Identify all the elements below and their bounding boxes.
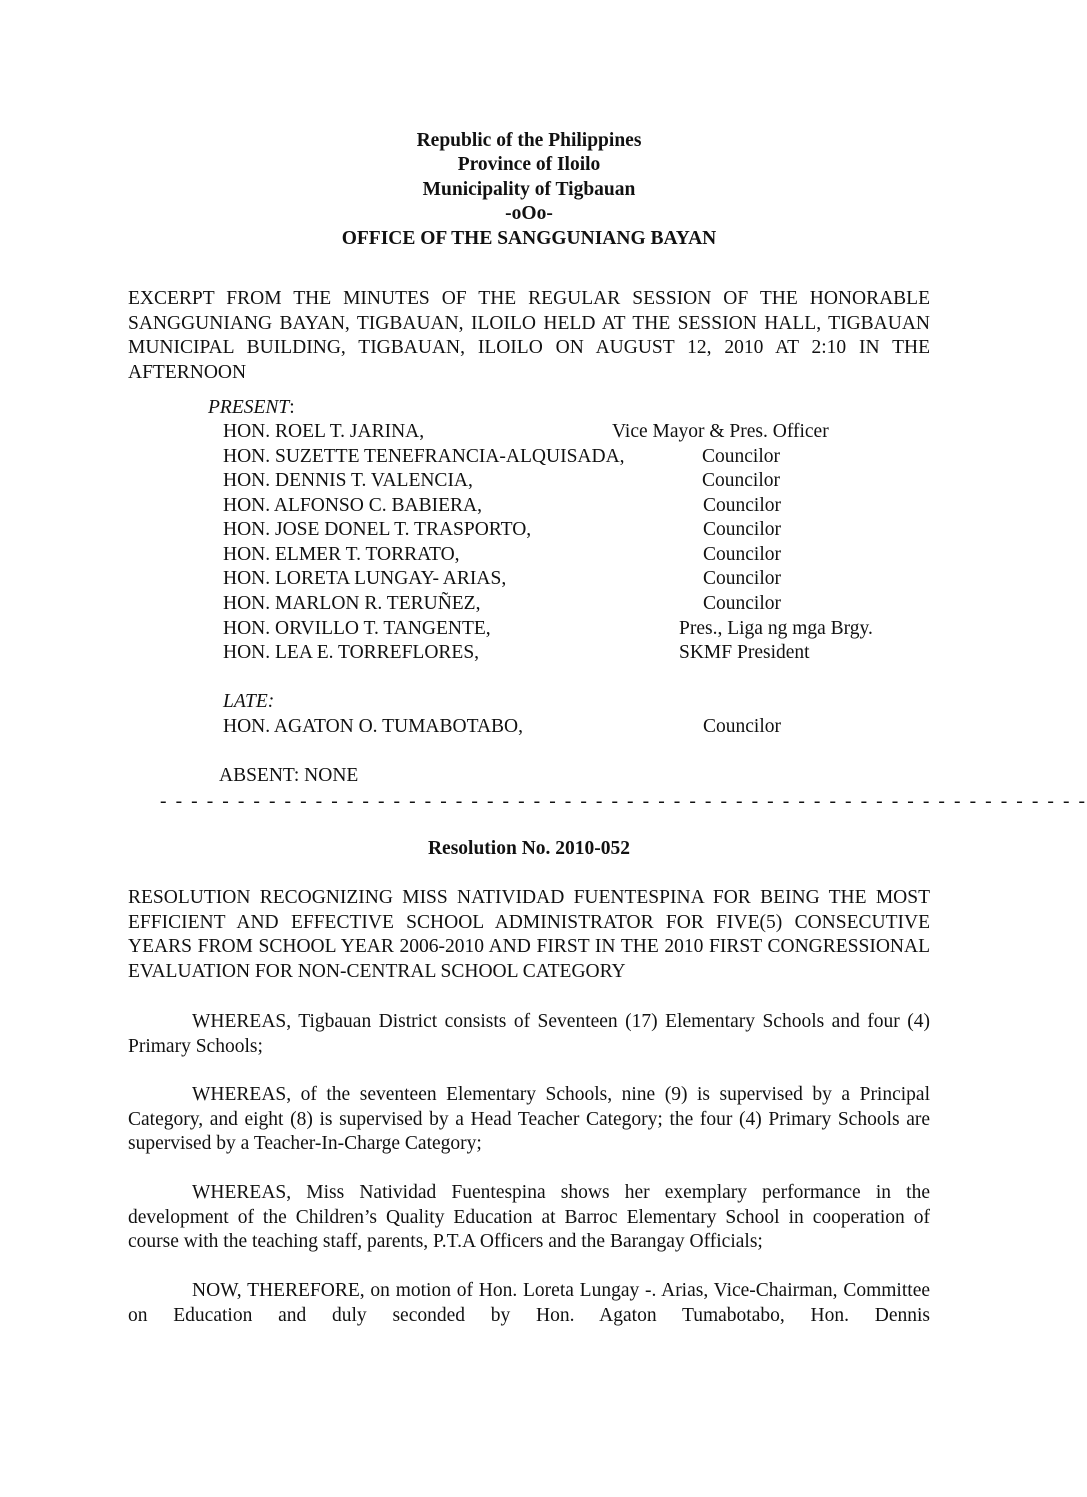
attendee-role: Councilor [703, 716, 781, 737]
header-office: OFFICE OF THE SANGGUNIANG BAYAN [341, 227, 717, 249]
attendee-name: HON. MARLON R. TERUÑEZ, [223, 593, 481, 614]
attendee-role: SKMF President [679, 642, 810, 663]
present-label [208, 396, 295, 421]
absent-line: ABSENT: NONE [219, 765, 359, 786]
attendee-role: Councilor [703, 593, 781, 614]
resolution-number: Resolution No. 2010-052 [427, 838, 631, 859]
attendee-role: Councilor [703, 568, 781, 589]
attendee-row [0, 592, 1058, 617]
attendee-name: HON. LORETA LUNGAY- ARIAS, [223, 568, 507, 589]
attendee-name: HON. LEA E. TORREFLORES, [223, 642, 480, 663]
attendee-role: Councilor [703, 519, 781, 540]
attendee-name: HON. AGATON O. TUMABOTABO, [223, 716, 523, 737]
header-municipality: Municipality of Tigbauan [422, 178, 636, 200]
document-header [0, 129, 1058, 251]
attendee-name: HON. DENNIS T. VALENCIA, [223, 470, 473, 491]
attendee-name: HON. JOSE DONEL T. TRASPORTO, [223, 519, 532, 540]
attendee-name: HON. ORVILLO T. TANGENTE, [223, 618, 491, 639]
attendee-name: HON. ALFONSO C. BABIERA, [223, 495, 482, 516]
attendee-role: Pres., Liga ng mga Brgy. [679, 618, 873, 639]
attendee-role: Councilor [702, 446, 780, 467]
attendee-name: HON. ELMER T. TORRATO, [223, 544, 460, 565]
minutes-excerpt: EXCERPT FROM THE MINUTES OF THE REGULAR SESSION OF THE HONORABLE SANGGUNIANG BAYAN, TIGBAUAN, ILOILO HELD AT THE SESSION HALL, TIGBAUAN MUNICIPAL BUILDING, TIGBAUAN, ILOILO ON AUGUST 12, 2010 AT 2:10 IN THE AFTERNOON [128, 288, 930, 383]
late-label: LATE: [223, 691, 275, 712]
whereas-paragraph: WHEREAS, of the seventeen Elementary Schools, nine (9) is supervised by a Principal Category, and eight (8) is supervised by a Head Teacher Category; the four (4) Primary Schools are supervised by a Teacher-In-Charge Category; [128, 1084, 930, 1155]
dashed-divider: - - - - - - - - - - - - - - - - - - - - - - - - - - - - - - - - - - - - - - - - - - - - - - - - - - - - - - - - - - - - [160, 791, 1087, 812]
resolution-title: RESOLUTION RECOGNIZING MISS NATIVIDAD FUENTESPINA FOR BEING THE MOST EFFICIENT AND EFFECTIVE SCHOOL ADMINISTRATOR FOR FIVE(5) CONSECUTIVE YEARS FROM SCHOOL YEAR 2006-2010 AND FIRST IN THE 2010 FIRST CONGRESSIONAL EVALUATION FOR NON-CENTRAL SCHOOL CATEGORY [128, 887, 930, 982]
attendee-role: Councilor [702, 470, 780, 491]
attendee-name: HON. SUZETTE TENEFRANCIA-ALQUISADA, [223, 446, 625, 467]
present-label-colon: : [289, 397, 295, 418]
late-attendee-row [0, 715, 1058, 740]
header-separator: -oOo- [505, 203, 553, 225]
attendee-row [0, 617, 1058, 642]
header-country: Republic of the Philippines [416, 130, 642, 151]
attendee-row [0, 518, 1058, 543]
present-label-text: PRESENT [208, 397, 290, 418]
header-province: Province of Iloilo [457, 154, 601, 176]
whereas-paragraph: WHEREAS, Tigbauan District consists of Seventeen (17) Elementary Schools and four (4) Primary Schools; [128, 1011, 930, 1057]
attendee-role: Councilor [703, 544, 781, 565]
attendee-row [0, 543, 1058, 568]
attendee-row [0, 567, 1058, 592]
now-therefore-paragraph: NOW, THEREFORE, on motion of Hon. Loreta Lungay -. Arias, Vice-Chairman, Committee on Education and duly seconded by Hon. Agaton Tumabotabo, Hon. Dennis [128, 1280, 930, 1326]
attendee-row [0, 469, 1058, 494]
attendee-row [0, 445, 1058, 470]
attendee-role: Vice Mayor & Pres. Officer [612, 421, 829, 442]
attendee-row [0, 420, 1058, 445]
whereas-paragraph: WHEREAS, Miss Natividad Fuentespina shows her exemplary performance in the development of the Children’s Quality Education at Barroc Elementary School in cooperation of course with the teaching staff, parents, P.T.A Officers and the Barangay Officials; [128, 1182, 930, 1253]
attendee-row [0, 641, 1058, 666]
attendee-name: HON. ROEL T. JARINA, [223, 421, 425, 442]
attendee-role: Councilor [703, 495, 781, 516]
attendee-row [0, 494, 1058, 519]
